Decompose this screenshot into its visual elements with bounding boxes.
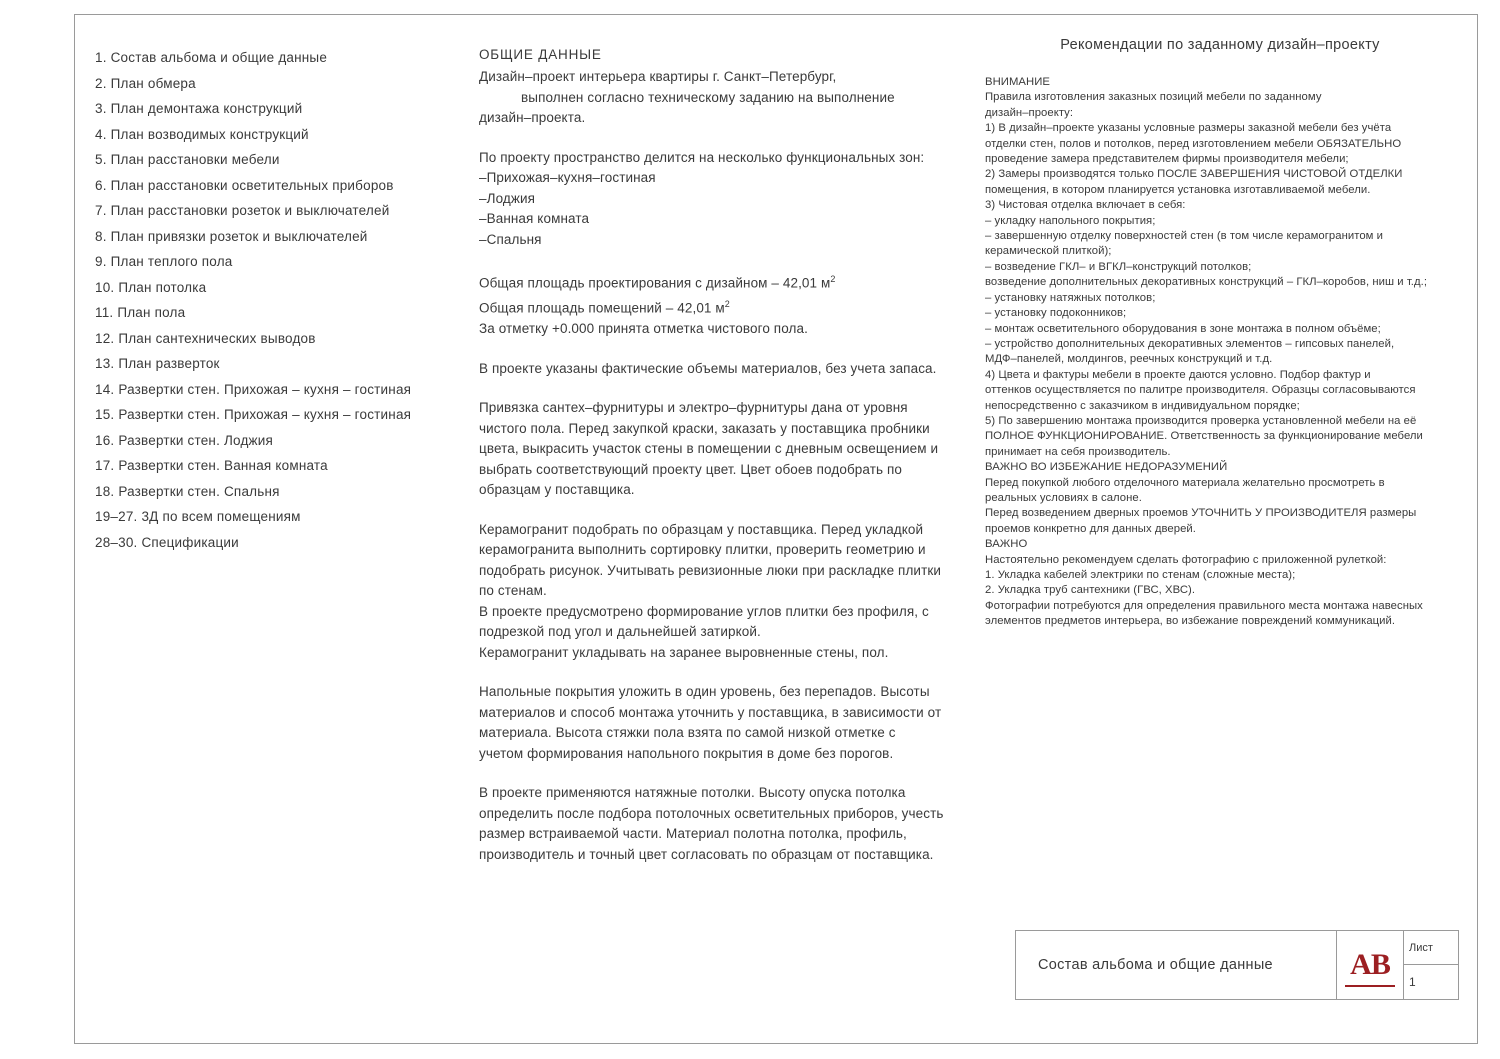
area-total-text: Общая площадь помещений – 42,01 м bbox=[479, 300, 725, 316]
recommendations-line: 2) Замеры производятся только ПОСЛЕ ЗАВЕРШЕНИЯ ЧИСТОВОЙ ОТДЕЛКИ bbox=[985, 168, 1403, 181]
list-item: 15. Развертки стен. Прихожая – кухня – гостиная bbox=[95, 407, 412, 422]
floor-note-line: материала. Высота стяжки пола взята по самой низкой отметке с bbox=[479, 725, 896, 740]
recommendations-line: Фотографии потребуются для определения правильного места монтажа навесных bbox=[985, 599, 1423, 612]
paint-note-line: Привязка сантех–фурнитуры и электро–фурнитуры дана от уровня bbox=[479, 400, 908, 415]
list-item: 14. Развертки стен. Прихожая – кухня – гостиная bbox=[95, 381, 412, 397]
recommendations-line: керамической плиткой); bbox=[985, 245, 1112, 258]
recommendations-line: дизайн–проекту: bbox=[985, 106, 1074, 119]
area-design-text: Общая площадь проектирования с дизайном – 42,01 м bbox=[479, 275, 831, 291]
floor-note-line: учетом формирования напольного покрытия в доме без порогов. bbox=[479, 745, 894, 761]
tile-note-line: подобрать рисунок. Учитывать ревизионные люки при раскладке плитки bbox=[479, 562, 941, 578]
tile-note-line: В проекте предусмотрено формирование углов плитки без профиля, с bbox=[479, 603, 929, 619]
recommendations-line: – завершенную отделку поверхностей стен (в том числе керамогранитом и bbox=[985, 230, 1384, 243]
area-design bbox=[479, 269, 979, 294]
paint-note-line: чистого пола. Перед закупкой краски, заказать у поставщика пробники bbox=[479, 420, 930, 436]
list-item: 6. План расстановки осветительных приборов bbox=[95, 177, 394, 193]
list-item: 13. План разверток bbox=[95, 356, 220, 371]
recommendations-line: Настоятельно рекомендуем сделать фотографию с приложенной рулеткой: bbox=[985, 553, 1387, 566]
list-item: 17. Развертки стен. Ванная комната bbox=[95, 458, 328, 473]
list-item: 8. План привязки розеток и выключателей bbox=[95, 228, 368, 244]
recommendations-line: МДФ–панелей, молдингов, реечных конструкций и т.д. bbox=[985, 353, 1273, 366]
list-item: 28–30. Спецификации bbox=[95, 534, 239, 550]
ceiling-note-line: определить после подбора потолочных осветительных приборов, учесть bbox=[479, 805, 944, 821]
recommendations-line: – установку подоконников; bbox=[985, 307, 1127, 320]
tile-note-line: керамогранита выполнить сортировку плитки, проверить геометрию и bbox=[479, 542, 926, 557]
areas-group bbox=[479, 269, 979, 340]
tile-note-line: по стенам. bbox=[479, 583, 547, 598]
paint-note-line: выбрать соответствующий проекту цвет. Цвет обоев подобрать по bbox=[479, 461, 902, 477]
recommendations-line: 2. Укладка труб сантехники (ГВС, ХВС). bbox=[985, 584, 1196, 597]
general-data-heading-group bbox=[479, 45, 979, 129]
ceiling-note-line: В проекте применяются натяжные потолки. Высоту опуска потолка bbox=[479, 785, 906, 800]
recommendations-line: – монтаж осветительного оборудования в зоне монтажа в полном объёме; bbox=[985, 322, 1381, 335]
sheet-number: 1 bbox=[1409, 975, 1416, 989]
materials-note: В проекте указаны фактические объемы материалов, без учета запаса. bbox=[479, 360, 937, 376]
list-item: 5. План расстановки мебели bbox=[95, 152, 280, 167]
recommendations-line: принимает на себя производитель. bbox=[985, 445, 1171, 458]
recommendations-line: – укладку напольного покрытия; bbox=[985, 214, 1156, 227]
floor-note-line: Напольные покрытия уложить в один уровень, без перепадов. Высоты bbox=[479, 684, 930, 699]
studio-logo bbox=[1336, 931, 1403, 999]
list-item: 11. План пола bbox=[95, 305, 186, 320]
title-block-sheet-number-cell bbox=[1403, 931, 1458, 999]
title-block-sheet-name: Состав альбома и общие данные bbox=[1038, 957, 1273, 973]
list-item: 12. План сантехнических выводов bbox=[95, 330, 316, 346]
recommendations-line: 5) По завершению монтажа производится проверка установленной мебели на её bbox=[985, 414, 1417, 427]
paint-note-line: цвета, выкрасить участок стены в помещении с дневным освещением и bbox=[479, 441, 939, 456]
intro-line-2: выполнен согласно техническому заданию на выполнение bbox=[521, 89, 895, 105]
recommendations-line: ВАЖНО bbox=[985, 538, 1028, 551]
floor-note-group bbox=[479, 682, 979, 764]
area-design-unit-sup: 2 bbox=[830, 274, 836, 284]
zone-item: –Спальня bbox=[479, 231, 542, 247]
paint-note-group bbox=[479, 398, 979, 501]
list-item: 9. План теплого пола bbox=[95, 254, 233, 269]
recommendations-line: отделки стен, полов и потолков, перед изготовлением мебели ОБЯЗАТЕЛЬНО bbox=[985, 137, 1402, 150]
zone-item: –Прихожая–кухня–гостиная bbox=[479, 170, 656, 185]
list-item: 3. План демонтажа конструкций bbox=[95, 101, 303, 116]
list-item: 2. План обмера bbox=[95, 75, 196, 91]
recommendations-line: 1. Укладка кабелей электрики по стенам (сложные места); bbox=[985, 569, 1296, 581]
zones-group bbox=[479, 148, 979, 251]
list-item: 16. Развертки стен. Лоджия bbox=[95, 432, 274, 448]
list-item: 1. Состав альбома и общие данные bbox=[95, 50, 328, 65]
recommendations-line: ВНИМАНИЕ bbox=[985, 76, 1050, 88]
list-item: 7. План расстановки розеток и выключателей bbox=[95, 203, 390, 218]
general-data-column bbox=[479, 45, 979, 884]
tile-note-line: Керамогранит подобрать по образцам у поставщика. Перед укладкой bbox=[479, 521, 924, 537]
recommendations-line: Перед покупкой любого отделочного материала желательно просмотреть в bbox=[985, 476, 1385, 489]
recommendations-line: оттенков осуществляется по палитре производителя. Образцы согласовываются bbox=[985, 384, 1416, 397]
intro-line-1: Дизайн–проект интерьера квартиры г. Санкт–Петербург, bbox=[479, 69, 837, 84]
recommendations-line: проемов конкретно для данных дверей. bbox=[985, 522, 1196, 535]
recommendations-line: реальных условиях в салоне. bbox=[985, 491, 1142, 504]
album-contents-list bbox=[95, 45, 475, 555]
recommendations-title: Рекомендации по заданному дизайн–проекту bbox=[1060, 37, 1380, 53]
recommendations-line: 3) Чистовая отделка включает в себя: bbox=[985, 199, 1186, 212]
title-block bbox=[1015, 930, 1459, 1000]
ceiling-note-line: размер встраиваемой части. Материал полотна потолка, профиль, bbox=[479, 826, 907, 841]
list-item: 18. Развертки стен. Спальня bbox=[95, 483, 280, 499]
recommendations-line: непосредственно с заказчиком в индивидуальном порядке; bbox=[985, 399, 1300, 412]
recommendations-line: проведение замера представителем фирмы производителя мебели; bbox=[985, 153, 1349, 166]
zones-header: По проекту пространство делится на несколько функциональных зон: bbox=[479, 149, 925, 165]
logo-underline-bar bbox=[1345, 985, 1395, 987]
recommendations-line: ВАЖНО ВО ИЗБЕЖАНИЕ НЕДОРАЗУМЕНИЙ bbox=[985, 461, 1228, 474]
level-note: За отметку +0.000 принята отметка чистового пола. bbox=[479, 321, 808, 336]
recommendations-line: – устройство дополнительных декоративных элементов – гипсовых панелей, bbox=[985, 337, 1395, 350]
tile-note-line: подрезкой под угол и дальнейшей затиркой. bbox=[479, 624, 761, 639]
intro-line-3: дизайн–проекта. bbox=[479, 110, 586, 125]
recommendations-line: ПОЛНОЕ ФУНКЦИОНИРОВАНИЕ. Ответственность за функционирование мебели bbox=[985, 430, 1423, 443]
recommendations-line: возведение дополнительных декоративных конструкций – ГКЛ–коробов, ниш и т.д.; bbox=[985, 276, 1428, 289]
zone-item: –Ванная комната bbox=[479, 211, 590, 226]
recommendations-line: помещения, в котором планируется установка изготавливаемой мебели. bbox=[985, 183, 1371, 196]
drawing-sheet-frame bbox=[74, 14, 1478, 1044]
recommendations-column bbox=[985, 37, 1455, 630]
materials-note-group bbox=[479, 359, 979, 380]
recommendations-line: Перед возведением дверных проемов УТОЧНИТЬ У ПРОИЗВОДИТЕЛЯ размеры bbox=[985, 507, 1417, 520]
paint-note-line: образцам у поставщика. bbox=[479, 482, 635, 497]
recommendations-line: Правила изготовления заказных позиций мебели по заданному bbox=[985, 91, 1322, 104]
list-item: 19–27. 3Д по всем помещениям bbox=[95, 509, 301, 524]
sheet-label: Лист bbox=[1404, 931, 1458, 965]
recommendations-line: 1) В дизайн–проекте указаны условные размеры заказной мебели без учёта bbox=[985, 122, 1392, 135]
recommendations-line: 4) Цвета и фактуры мебели в проекте даются условно. Подбор фактур и bbox=[985, 368, 1371, 381]
logo-monogram-text: АВ bbox=[1350, 948, 1390, 981]
tile-note-group bbox=[479, 520, 979, 664]
area-total-unit-sup: 2 bbox=[724, 299, 730, 309]
ceiling-note-line: производитель и точный цвет согласовать по образцам от поставщика. bbox=[479, 846, 934, 862]
tile-note-line: Керамогранит укладывать на заранее выровненные стены, пол. bbox=[479, 644, 889, 660]
zone-item: –Лоджия bbox=[479, 190, 536, 206]
recommendations-line: элементов предметов интерьера, во избежание повреждений коммуникаций. bbox=[985, 615, 1396, 628]
list-item: 10. План потолка bbox=[95, 279, 207, 295]
area-total bbox=[479, 294, 979, 319]
general-data-title: ОБЩИЕ ДАННЫЕ bbox=[479, 47, 602, 62]
list-item: 4. План возводимых конструкций bbox=[95, 126, 309, 142]
recommendations-line: – возведение ГКЛ– и ВГКЛ–конструкций потолков; bbox=[985, 260, 1252, 273]
recommendations-line: – установку натяжных потолков; bbox=[985, 291, 1156, 304]
floor-note-line: материалов и способ монтажа уточнить у поставщика, в зависимости от bbox=[479, 704, 942, 720]
ceiling-note-group bbox=[479, 783, 979, 865]
